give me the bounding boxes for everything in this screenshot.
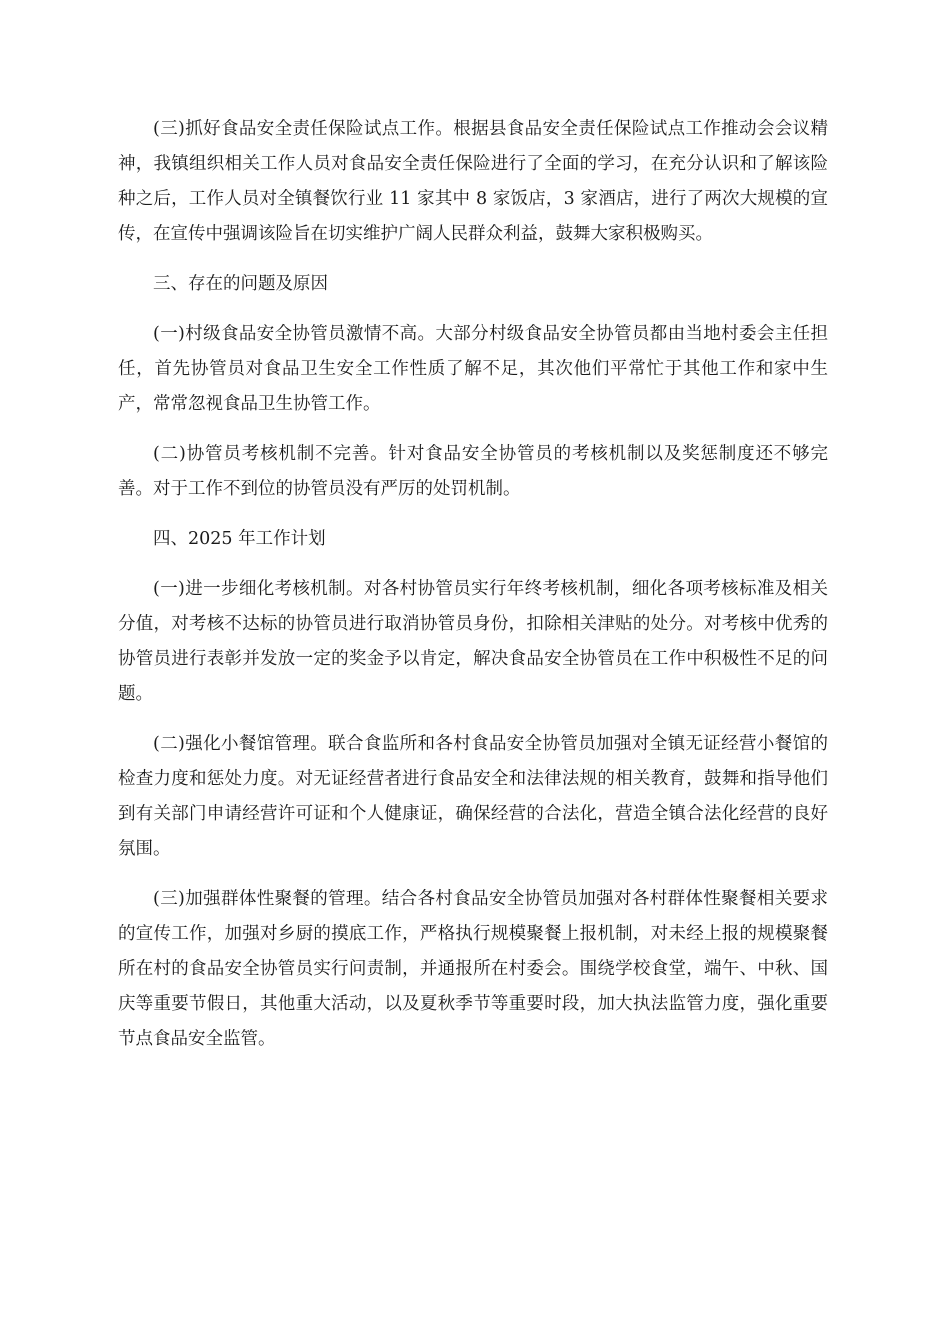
paragraph-insurance-pilot: (三)抓好食品安全责任保险试点工作。根据县食品安全责任保险试点工作推动会会议精神，我镇组织相关工作人员对食品安全责任保险进行了全面的学习，在充分认识和了解该险种之后，工作人员对全镇餐饮行业 11 家其中 8 家饭店，3 家酒店，进行了两次大规模的宣传，在宣传中强调该险旨在切实维护广阔人民群众利益，鼓舞大家积极购买。 xyxy=(118,119,828,244)
heading-problems-and-causes: 三、存在的问题及原因 xyxy=(153,274,328,294)
paragraph-assessment-mechanism: (二)协管员考核机制不完善。针对食品安全协管员的考核机制以及奖惩制度还不够完善。对于工作不到位的协管员没有严厉的处罚机制。 xyxy=(118,444,828,499)
paragraph-low-enthusiasm: (一)村级食品安全协管员激情不高。大部分村级食品安全协管员都由当地村委会主任担任，首先协管员对食品卫生安全工作性质了解不足，其次他们平常忙于其他工作和家中生产，常常忽视食品卫生协管工作。 xyxy=(118,324,828,414)
heading-work-plan: 四、2025 年工作计划 xyxy=(153,529,326,549)
paragraph-group-dining: (三)加强群体性聚餐的管理。结合各村食品安全协管员加强对各村群体性聚餐相关要求的宣传工作，加强对乡厨的摸底工作，严格执行规模聚餐上报机制，对未经上报的规模聚餐所在村的食品安全协管员实行问责制，并通报所在村委会。围绕学校食堂，端午、中秋、国庆等重要节假日，其他重大活动，以及夏秋季节等重要时段，加大执法监管力度，强化重要节点食品安全监管。 xyxy=(118,889,828,1049)
paragraph-small-restaurants: (二)强化小餐馆管理。联合食监所和各村食品安全协管员加强对全镇无证经营小餐馆的检查力度和惩处力度。对无证经营者进行食品安全和法律法规的相关教育，鼓舞和指导他们到有关部门申请经营许可证和个人健康证，确保经营的合法化，营造全镇合法化经营的良好氛围。 xyxy=(118,734,828,859)
paragraph-refine-assessment: (一)进一步细化考核机制。对各村协管员实行年终考核机制，细化各项考核标准及相关分值，对考核不达标的协管员进行取消协管员身份，扣除相关津贴的处分。对考核中优秀的协管员进行表彰并发放一定的奖金予以肯定，解决食品安全协管员在工作中积极性不足的问题。 xyxy=(118,579,828,704)
document-page xyxy=(118,112,828,1072)
